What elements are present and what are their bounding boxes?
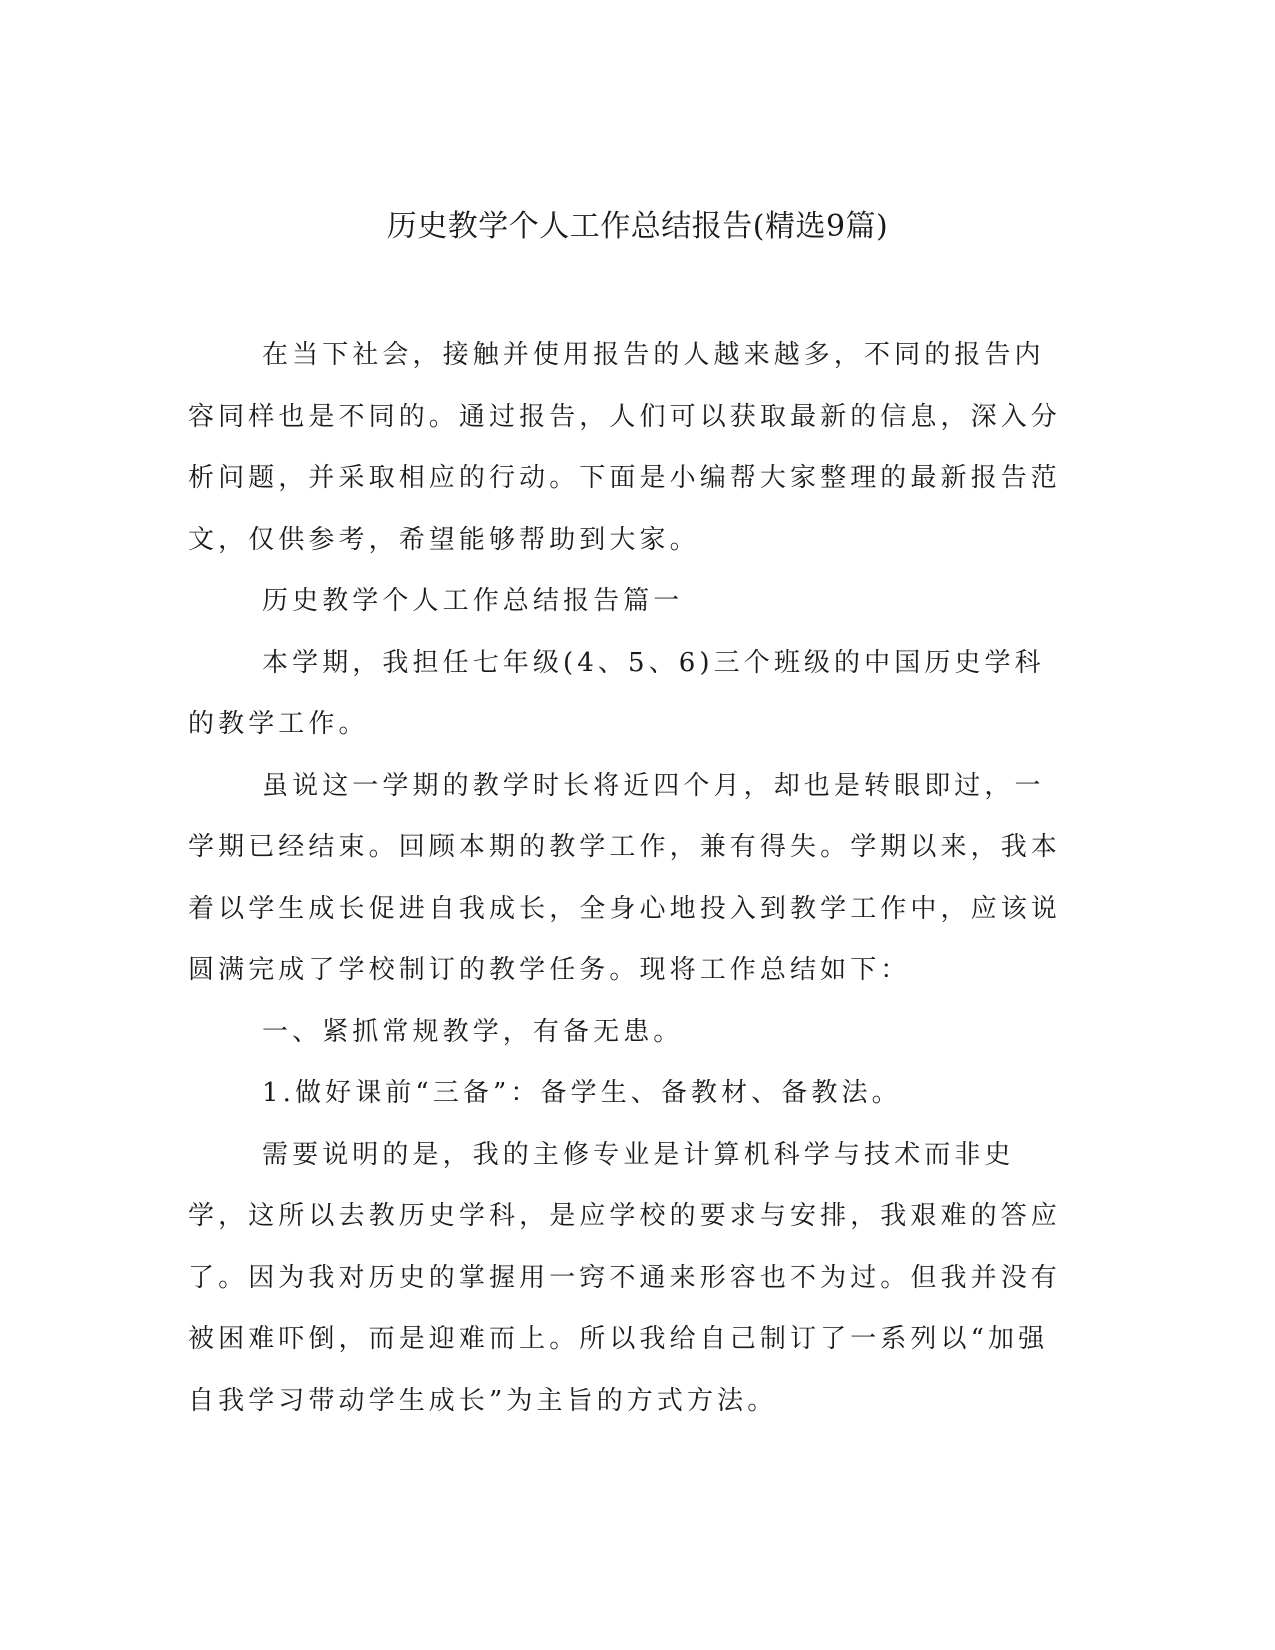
paragraph-intro: 在当下社会，接触并使用报告的人越来越多，不同的报告内容同样也是不同的。通过报告，人们可以获取最新的信息，深入分析问题，并采取相应的行动。下面是小编帮大家整理的最新报告范文，仅供参考，希望能够帮助到大家。 bbox=[188, 340, 1061, 555]
paragraph-major-background: 需要说明的是，我的主修专业是计算机科学与技术而非史学，这所以去教历史学科，是应学校的要求与安排，我艰难的答应了。因为我对历史的掌握用一窍不通来形容也不为过。但我并没有被困难吓倒，而是迎难而上。所以我给自己制订了一系列以“加强自我学习带动学生成长”为主旨的方式方法。 bbox=[188, 1139, 1061, 1416]
document-body bbox=[188, 325, 1073, 1432]
subheading-lesson-preparation: 1.做好课前“三备”：备学生、备教材、备教法。 bbox=[262, 1078, 902, 1108]
document-title: 历史教学个人工作总结报告(精选9篇) bbox=[386, 209, 889, 244]
paragraph-semester-assignment: 本学期，我担任七年级(4、5、6)三个班级的中国历史学科的教学工作。 bbox=[188, 647, 1045, 739]
subheading-routine-teaching: 一、紧抓常规教学，有备无患。 bbox=[262, 1016, 684, 1047]
section-heading-part-one: 历史教学个人工作总结报告篇一 bbox=[262, 586, 684, 616]
paragraph-semester-review: 虽说这一学期的教学时长将近四个月，却也是转眼即过，一学期已经结束。回顾本期的教学工作，兼有得失。学期以来，我本着以学生成长促进自我成长，全身心地投入到教学工作中，应该说圆满完成了学校制订的教学任务。现将工作总结如下： bbox=[188, 770, 1061, 985]
